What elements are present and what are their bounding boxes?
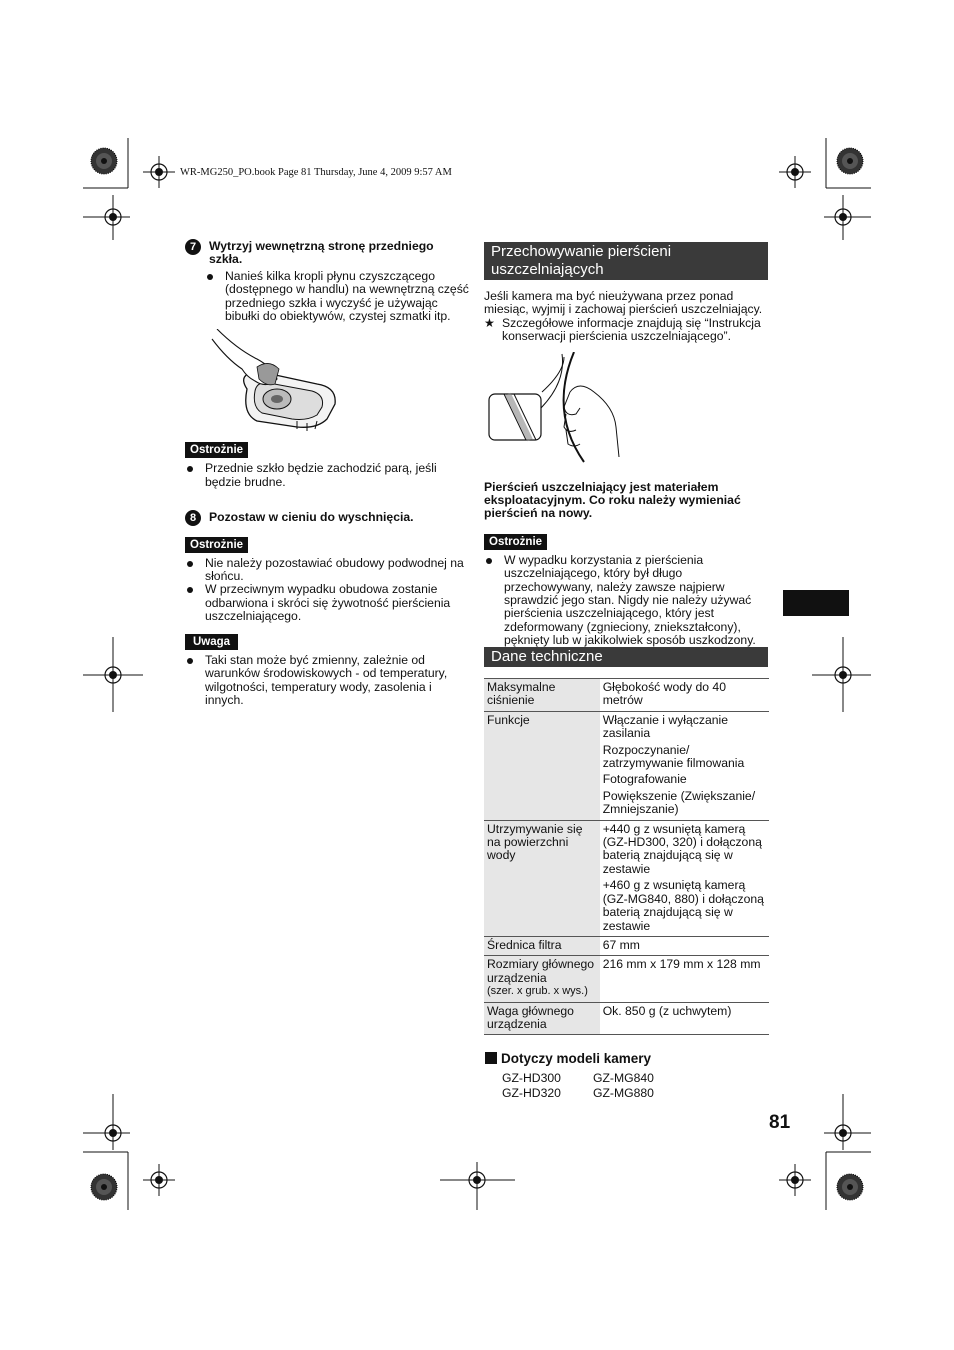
step-title: Wytrzyj wewnętrzną stronę przedniego szkła. xyxy=(209,239,434,267)
spec-value-line: Włączanie i wyłączanie zasilania xyxy=(602,712,728,741)
model-name: GZ-MG840 xyxy=(593,1071,654,1085)
storage-bold-note: Pierścień uszczelniający jest materiałem eksploatacyjnym. Co roku należy wymieniać pierścień na nowy. xyxy=(484,479,741,521)
storage-section xyxy=(484,290,770,648)
page-number: 81 xyxy=(769,1112,791,1133)
models-heading-text: Dotyczy modeli kamery xyxy=(501,1051,652,1066)
caution-label: Ostrożnie xyxy=(484,534,547,550)
spec-key: Maksymalne ciśnienie xyxy=(484,679,600,712)
table-row xyxy=(484,679,769,712)
spec-value-line: 216 mm x 179 mm x 128 mm xyxy=(602,957,761,972)
registration-mark-icon xyxy=(779,1164,811,1196)
specs-section-heading: Dane techniczne xyxy=(484,647,768,667)
step-number: 8 xyxy=(185,510,201,526)
square-bullet-icon xyxy=(485,1052,497,1064)
list-item: Nanieś kilka kropli płynu czyszczącego (dostępnego w handlu) na wewnętrzną część przedniego szkła i wyczyść je używając bibułki do obiektywów, czystej szmatki itp. xyxy=(205,270,470,324)
spec-value-line: 67 mm xyxy=(602,937,640,952)
cleaning-illustration xyxy=(197,329,357,434)
storage-intro: Jeśli kamera ma być nieużywana przez ponad miesiąc, wyjmij i zachowaj pierścień uszczelniający. xyxy=(484,289,763,317)
spec-value-line: Powiększenie (Zwiększanie/ Zmniejszanie) xyxy=(602,788,756,817)
list-item: W przeciwnym wypadku obudowa zostanie odbarwiona i skróci się żywotność pierścienia uszczelniającego. xyxy=(185,583,470,623)
table-row xyxy=(484,711,769,820)
spec-key: Średnica filtra xyxy=(484,936,600,955)
spec-value xyxy=(600,936,769,955)
models-list-col1 xyxy=(502,1071,561,1101)
model-name: GZ-HD320 xyxy=(502,1086,561,1100)
seal-ring-illustration xyxy=(484,352,624,467)
spec-key: Funkcje xyxy=(484,711,600,820)
table-row xyxy=(484,936,769,955)
step-title: Pozostaw w cieniu do wyschnięcia. xyxy=(209,510,414,525)
caution-label: Ostrożnie xyxy=(185,537,248,553)
model-name: GZ-HD300 xyxy=(502,1071,561,1085)
color-bar-icon xyxy=(837,148,863,174)
spec-value-line: +460 g z wsuniętą kamerą (GZ-MG840, 880) i dołączoną baterią znajdującą się w zestawie xyxy=(602,878,764,933)
table-row xyxy=(484,956,769,1002)
step-8 xyxy=(185,511,470,524)
step-7-bullets xyxy=(205,270,470,324)
models-list-col2 xyxy=(593,1071,654,1101)
spec-value-line: +440 g z wsuniętą kamerą (GZ-HD300, 320) i dołączoną baterią znajdującą się w zestawie xyxy=(602,821,762,876)
list-item: Nie należy pozostawiać obudowy podwodnej na słońcu. xyxy=(185,557,470,584)
left-column xyxy=(185,240,470,707)
step-number: 7 xyxy=(185,239,201,255)
spec-value-line: Głębokość wody do 40 metrów xyxy=(602,680,726,708)
table-row xyxy=(484,820,769,936)
color-bar-icon xyxy=(91,1174,117,1200)
storage-star-note xyxy=(484,317,770,344)
spec-key: Waga głównego urządzenia xyxy=(484,1002,600,1035)
spec-value xyxy=(600,956,769,1002)
spec-value xyxy=(600,679,769,712)
book-file-header: WR-MG250_PO.book Page 81 Thursday, June 4, 2009 9:57 AM xyxy=(180,167,452,178)
caution-3-bullets xyxy=(484,554,770,648)
caution-label: Ostrożnie xyxy=(185,442,248,458)
spec-value-line: Fotografowanie xyxy=(602,772,687,787)
list-item: Przednie szkło będzie zachodzić parą, jeśli będzie brudne. xyxy=(185,462,470,489)
chapter-tab-marker xyxy=(783,590,849,616)
spec-value xyxy=(600,711,769,820)
note-label: Uwaga xyxy=(185,634,238,650)
spec-key: Utrzymywanie się na powierzchni wody xyxy=(484,820,600,936)
spec-value-line: Ok. 850 g (z uchwytem) xyxy=(602,1003,732,1018)
note-bullets xyxy=(185,654,470,708)
step-7 xyxy=(185,240,470,267)
list-item: W wypadku korzystania z pierścienia uszczelniającego, który był długo przechowywany, należy zawsze najpierw sprawdzić jego stan. Nigdy nie należy używać pierścienia uszczelniającego, który jest zdeformowany (zgnieciony, zniekształcony), pęknięty lub w jakikolwiek sposób uszkodzony. xyxy=(484,554,770,648)
star-note-text: Szczegółowe informacje znajdują się “Instrukcja konserwacji pierścienia uszczelniającego”. xyxy=(502,315,761,344)
caution-2-bullets xyxy=(185,557,470,624)
storage-section-heading: Przechowywanie pierścieni uszczelniających xyxy=(484,242,768,280)
list-item: Taki stan może być zmienny, zależnie od warunków środowiskowych - od temperatury, wilgotności, temperatury wody, zasolenia i innych. xyxy=(185,654,470,708)
spec-value-line: Rozpoczynanie/ zatrzymywanie filmowania xyxy=(602,742,745,771)
registration-mark-icon xyxy=(143,1164,175,1196)
spec-value xyxy=(600,820,769,936)
caution-1-bullets xyxy=(185,462,470,489)
table-row xyxy=(484,1002,769,1035)
spec-value xyxy=(600,1002,769,1035)
spec-key-subtext: (szer. x grub. x wys.) xyxy=(487,985,588,998)
color-bar-icon xyxy=(91,148,117,174)
registration-mark-icon xyxy=(779,156,811,188)
model-name: GZ-MG880 xyxy=(593,1086,654,1100)
color-bar-icon xyxy=(837,1174,863,1200)
registration-mark-icon xyxy=(143,156,175,188)
spec-key-text: Rozmiary głównego urządzenia xyxy=(487,957,595,985)
models-heading xyxy=(485,1051,651,1066)
specs-table xyxy=(484,678,769,1035)
spec-key xyxy=(484,956,600,1002)
star-icon: ★ xyxy=(484,315,495,330)
